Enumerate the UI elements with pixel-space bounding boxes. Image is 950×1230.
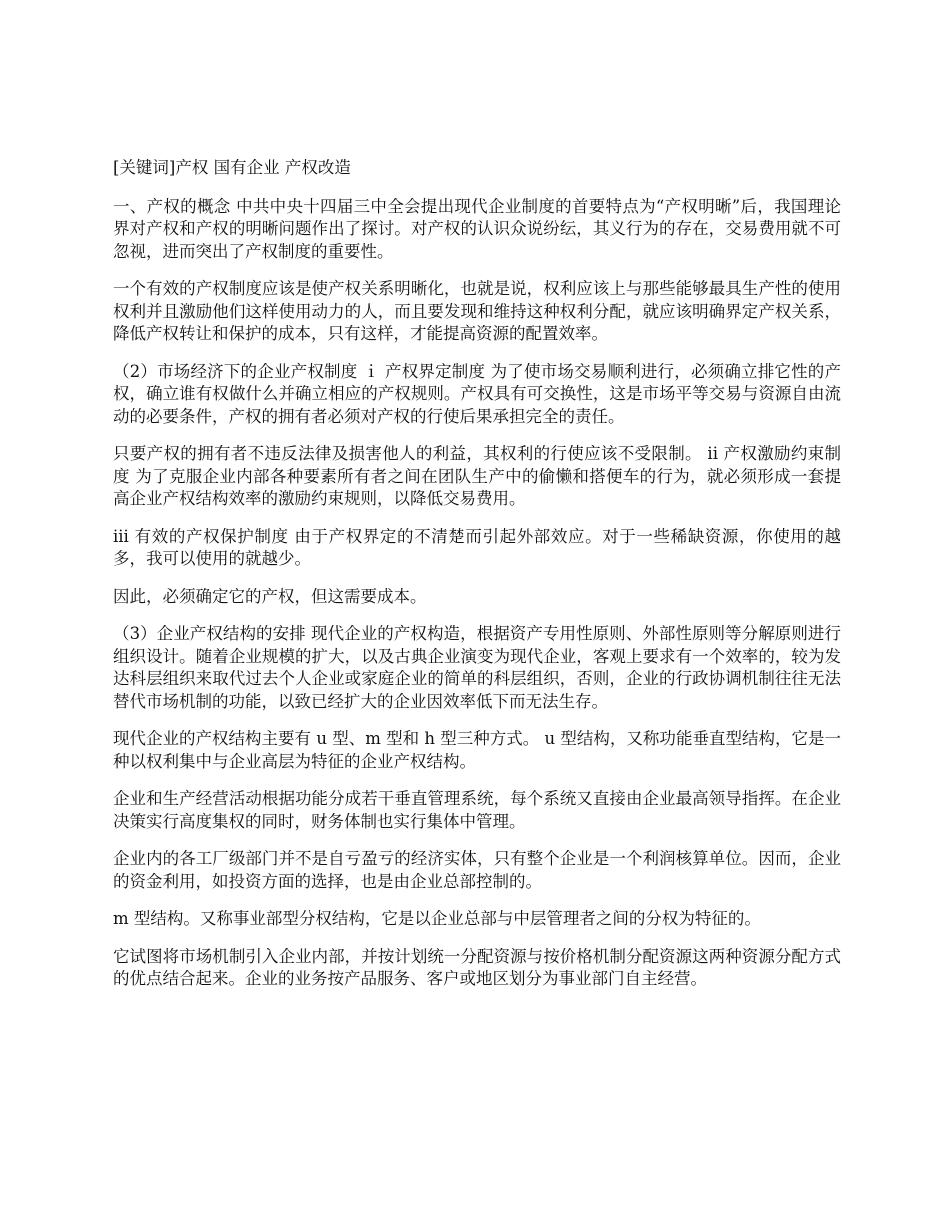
paragraph-m-type-structure: m 型结构。又称事业部型分权结构，它是以企业总部与中层管理者之间的分权为特征的。 [113,909,761,928]
paragraph-concept-of-property-rights: 一、产权的概念 中共中央十四届三中全会提出现代企业制度的首要特点为“产权明晰”后，我国理论界对产权和产权的明晰问题作出了探讨。对产权的认识众说纷纭，其义行为的存在，交易费用就不可忽视，进而突出了产权制度的重要性。 [113,196,841,261]
paragraph-profit-accounting-unit: 企业内的各工厂级部门并不是自亏盈亏的经济实体，只有整个企业是一个利润核算单位。因而，企业的资金利用，如投资方面的选择，也是由企业总部控制的。 [113,849,841,891]
paragraph-market-economy-property-system: （2）市场经济下的企业产权制度 ｉ 产权界定制度 为了使市场交易顺利进行，必须确立排它性的产权，确立谁有权做什么并确立相应的产权规则。产权具有可交换性，这是市场平等交易与资源自由流动的必要条件，产权的拥有者必须对产权的行使后果承担完全的责任。 [113,361,841,426]
paragraph-property-structure-arrangement: （3）企业产权结构的安排 现代企业的产权构造，根据资产专用性原则、外部性原则等分解原则进行组织设计。随着企业规模的扩大，以及古典企业演变为现代企业，客观上要求有一个效率的，较为发达科层组织来取代过去个人企业或家庭企业的简单的科层组织，否则，企业的行政协调机制往往无法替代市场机制的功能，以致已经扩大的企业因效率低下而无法生存。 [113,624,841,711]
paragraph-property-protection-system: iii 有效的产权保护制度 由于产权界定的不清楚而引起外部效应。对于一些稀缺资源，你使用的越多，我可以使用的就越少。 [113,526,841,568]
paragraph-market-mechanism: 它试图将市场机制引入企业内部，并按计划统一分配资源与按价格机制分配资源这两种资源分配方式的优点结合起来。企业的业务按产品服务、客户或地区划分为事业部门自主经营。 [113,946,841,988]
keywords-line: [关键词]产权 国有企业 产权改造 [113,158,351,177]
paragraph-determine-property-rights: 因此，必须确定它的产权，但这需要成本。 [113,586,427,606]
paragraph-effective-property-system: 一个有效的产权制度应该是使产权关系明晰化，也就是说，权利应该上与那些能够最具生产性的使用权利并且激励他们这样使用动力的人，而且要发现和维持这种权利分配，就应该明确界定产权关系，降低产权转让和保护的成本，只有这样，才能提高资源的配置效率。 [113,279,841,343]
paragraph-structure-types: 现代企业的产权结构主要有 u 型、m 型和 h 型三种方式。 u 型结构，又称功能垂直型结构，它是一种以权利集中与企业高层为特征的企业产权结构。 [113,729,841,771]
paragraph-incentive-constraint-system: 只要产权的拥有者不违反法律及损害他人的利益，其权利的行使应该不受限制。 ii 产权激励约束制度 为了克服企业内部各种要素所有者之间在团队生产中的偷懒和搭便车的行为，就必须形成一套提高企业产权结构效率的激励约束规则，以降低交易费用。 [113,444,841,508]
document-body [113,157,841,1006]
paragraph-vertical-management: 企业和生产经营活动根据功能分成若干垂直管理系统，每个系统又直接由企业最高领导指挥。在企业决策实行高度集权的同时，财务体制也实行集体中管理。 [113,789,841,831]
